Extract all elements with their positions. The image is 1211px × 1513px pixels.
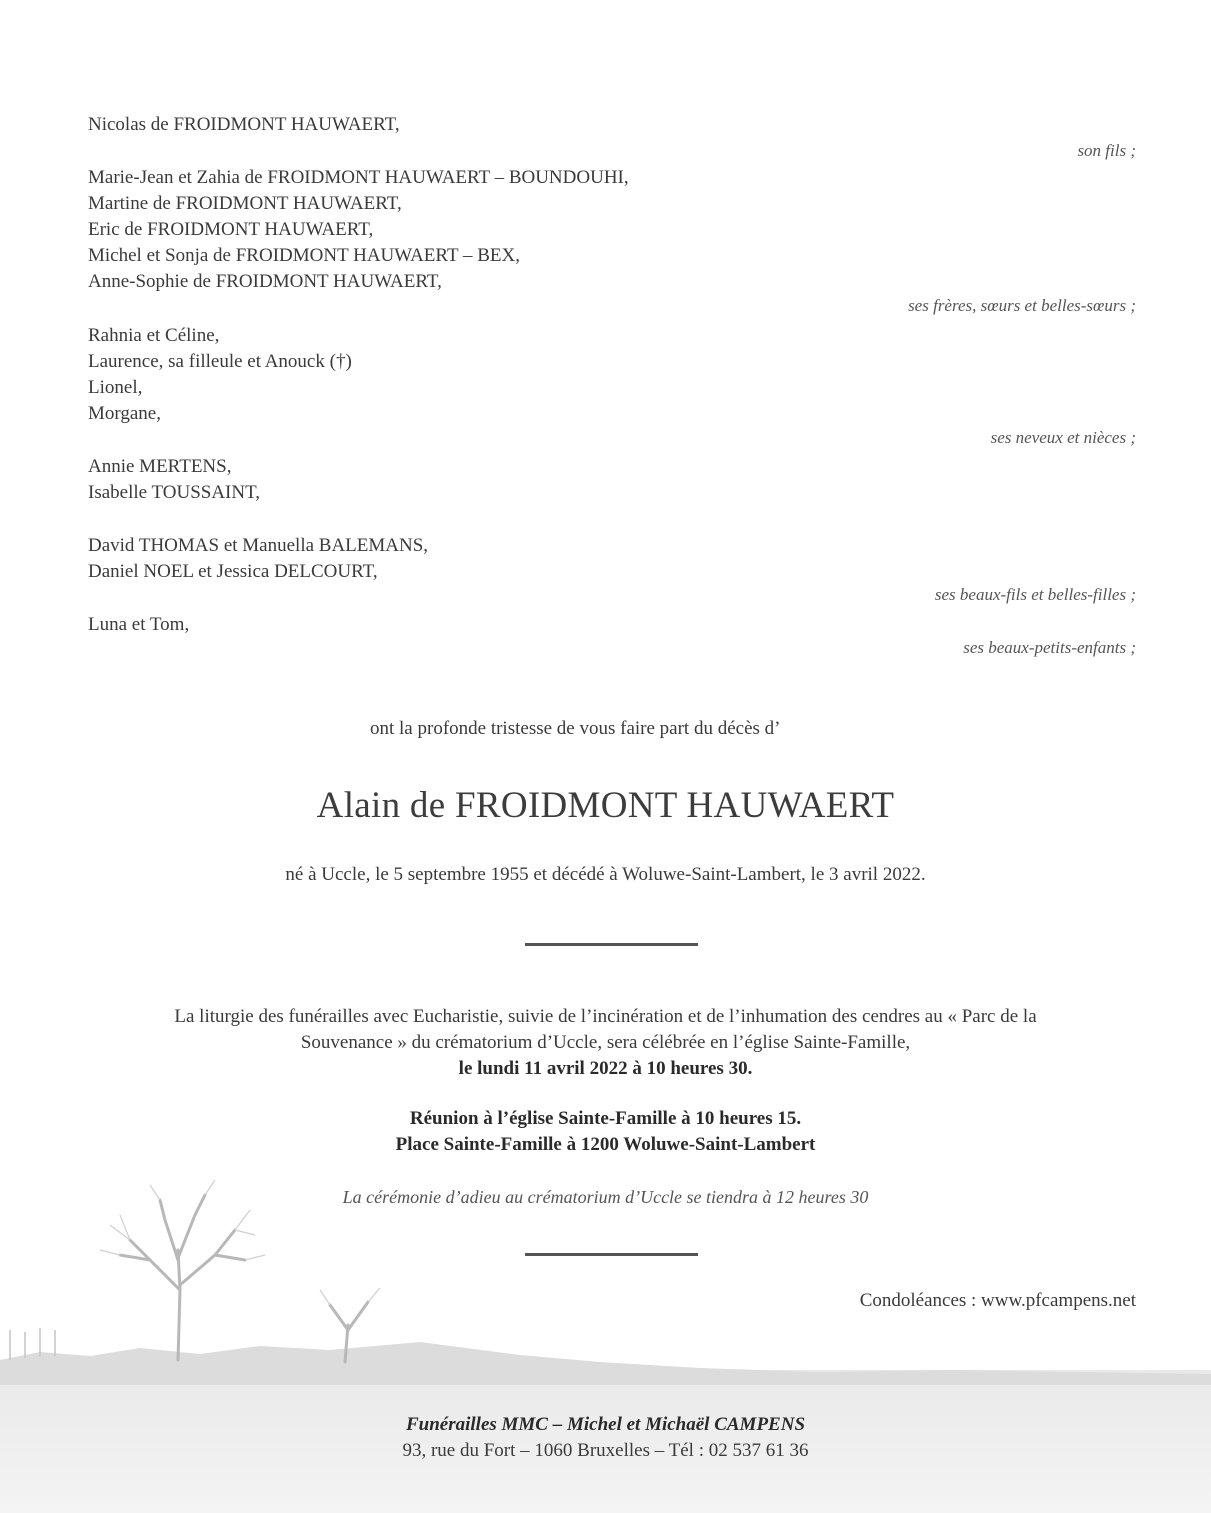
deceased-name: Alain de FROIDMONT HAUWAERT xyxy=(316,785,895,826)
family-name-line: Morgane, xyxy=(88,403,161,424)
family-name-line: Lionel, xyxy=(88,377,143,398)
meeting-place: Place Sainte-Famille à 1200 Woluwe-Saint-Lambert xyxy=(395,1134,816,1155)
family-role-son: son fils ; xyxy=(1077,141,1136,160)
condolences-link: Condoléances : www.pfcampens.net xyxy=(859,1290,1136,1311)
family-role-nephews: ses neveux et nièces ; xyxy=(990,428,1136,447)
family-name-line: Marie-Jean et Zahia de FROIDMONT HAUWAERT – BOUNDOUHI, xyxy=(88,167,629,188)
family-name-line: Isabelle TOUSSAINT, xyxy=(88,482,261,503)
family-role-siblings: ses frères, sœurs et belles-sœurs ; xyxy=(908,296,1136,315)
family-role-grandchildren: ses beaux-petits-enfants ; xyxy=(963,638,1136,657)
family-name-line: Anne-Sophie de FROIDMONT HAUWAERT, xyxy=(88,271,442,292)
divider-line xyxy=(525,1253,698,1256)
family-role-stepchildren: ses beaux-fils et belles-filles ; xyxy=(934,585,1136,604)
family-name-line: Eric de FROIDMONT HAUWAERT, xyxy=(88,219,374,240)
family-name-line: Michel et Sonja de FROIDMONT HAUWAERT – BEX, xyxy=(88,245,520,266)
ceremony-note: La cérémonie d’adieu au crématorium d’Uccle se tiendra à 12 heures 30 xyxy=(342,1187,869,1207)
family-name-line: David THOMAS et Manuella BALEMANS, xyxy=(88,535,429,556)
meeting-time: Réunion à l’église Sainte-Famille à 10 heures 15. xyxy=(409,1108,802,1129)
divider-line xyxy=(525,943,698,946)
birth-death-dates: né à Uccle, le 5 septembre 1955 et décédé à Woluwe-Saint-Lambert, le 3 avril 2022. xyxy=(285,864,926,885)
family-name-line: Luna et Tom, xyxy=(88,614,190,635)
family-name-line: Annie MERTENS, xyxy=(88,456,232,477)
liturgy-text-line: La liturgie des funérailles avec Eucharistie, suivie de l’incinération et de l’inhumation des cendres au « Parc de la xyxy=(174,1006,1037,1027)
liturgy-date: le lundi 11 avril 2022 à 10 heures 30. xyxy=(458,1058,753,1079)
family-name-line: Martine de FROIDMONT HAUWAERT, xyxy=(88,193,402,214)
family-name-line: Nicolas de FROIDMONT HAUWAERT, xyxy=(88,114,400,135)
family-name-line: Daniel NOEL et Jessica DELCOURT, xyxy=(88,561,378,582)
funeral-company: Funérailles MMC – Michel et Michaël CAMPENS xyxy=(405,1414,806,1435)
funeral-company-address: 93, rue du Fort – 1060 Bruxelles – Tél : 02 537 61 36 xyxy=(402,1440,809,1461)
announcement-text: ont la profonde tristesse de vous faire part du décès d’ xyxy=(370,718,781,739)
family-name-line: Laurence, sa filleule et Anouck (†) xyxy=(88,351,352,372)
liturgy-text-line: Souvenance » du crématorium d’Uccle, sera célébrée en l’église Sainte-Famille, xyxy=(300,1032,911,1053)
family-name-line: Rahnia et Céline, xyxy=(88,325,220,346)
